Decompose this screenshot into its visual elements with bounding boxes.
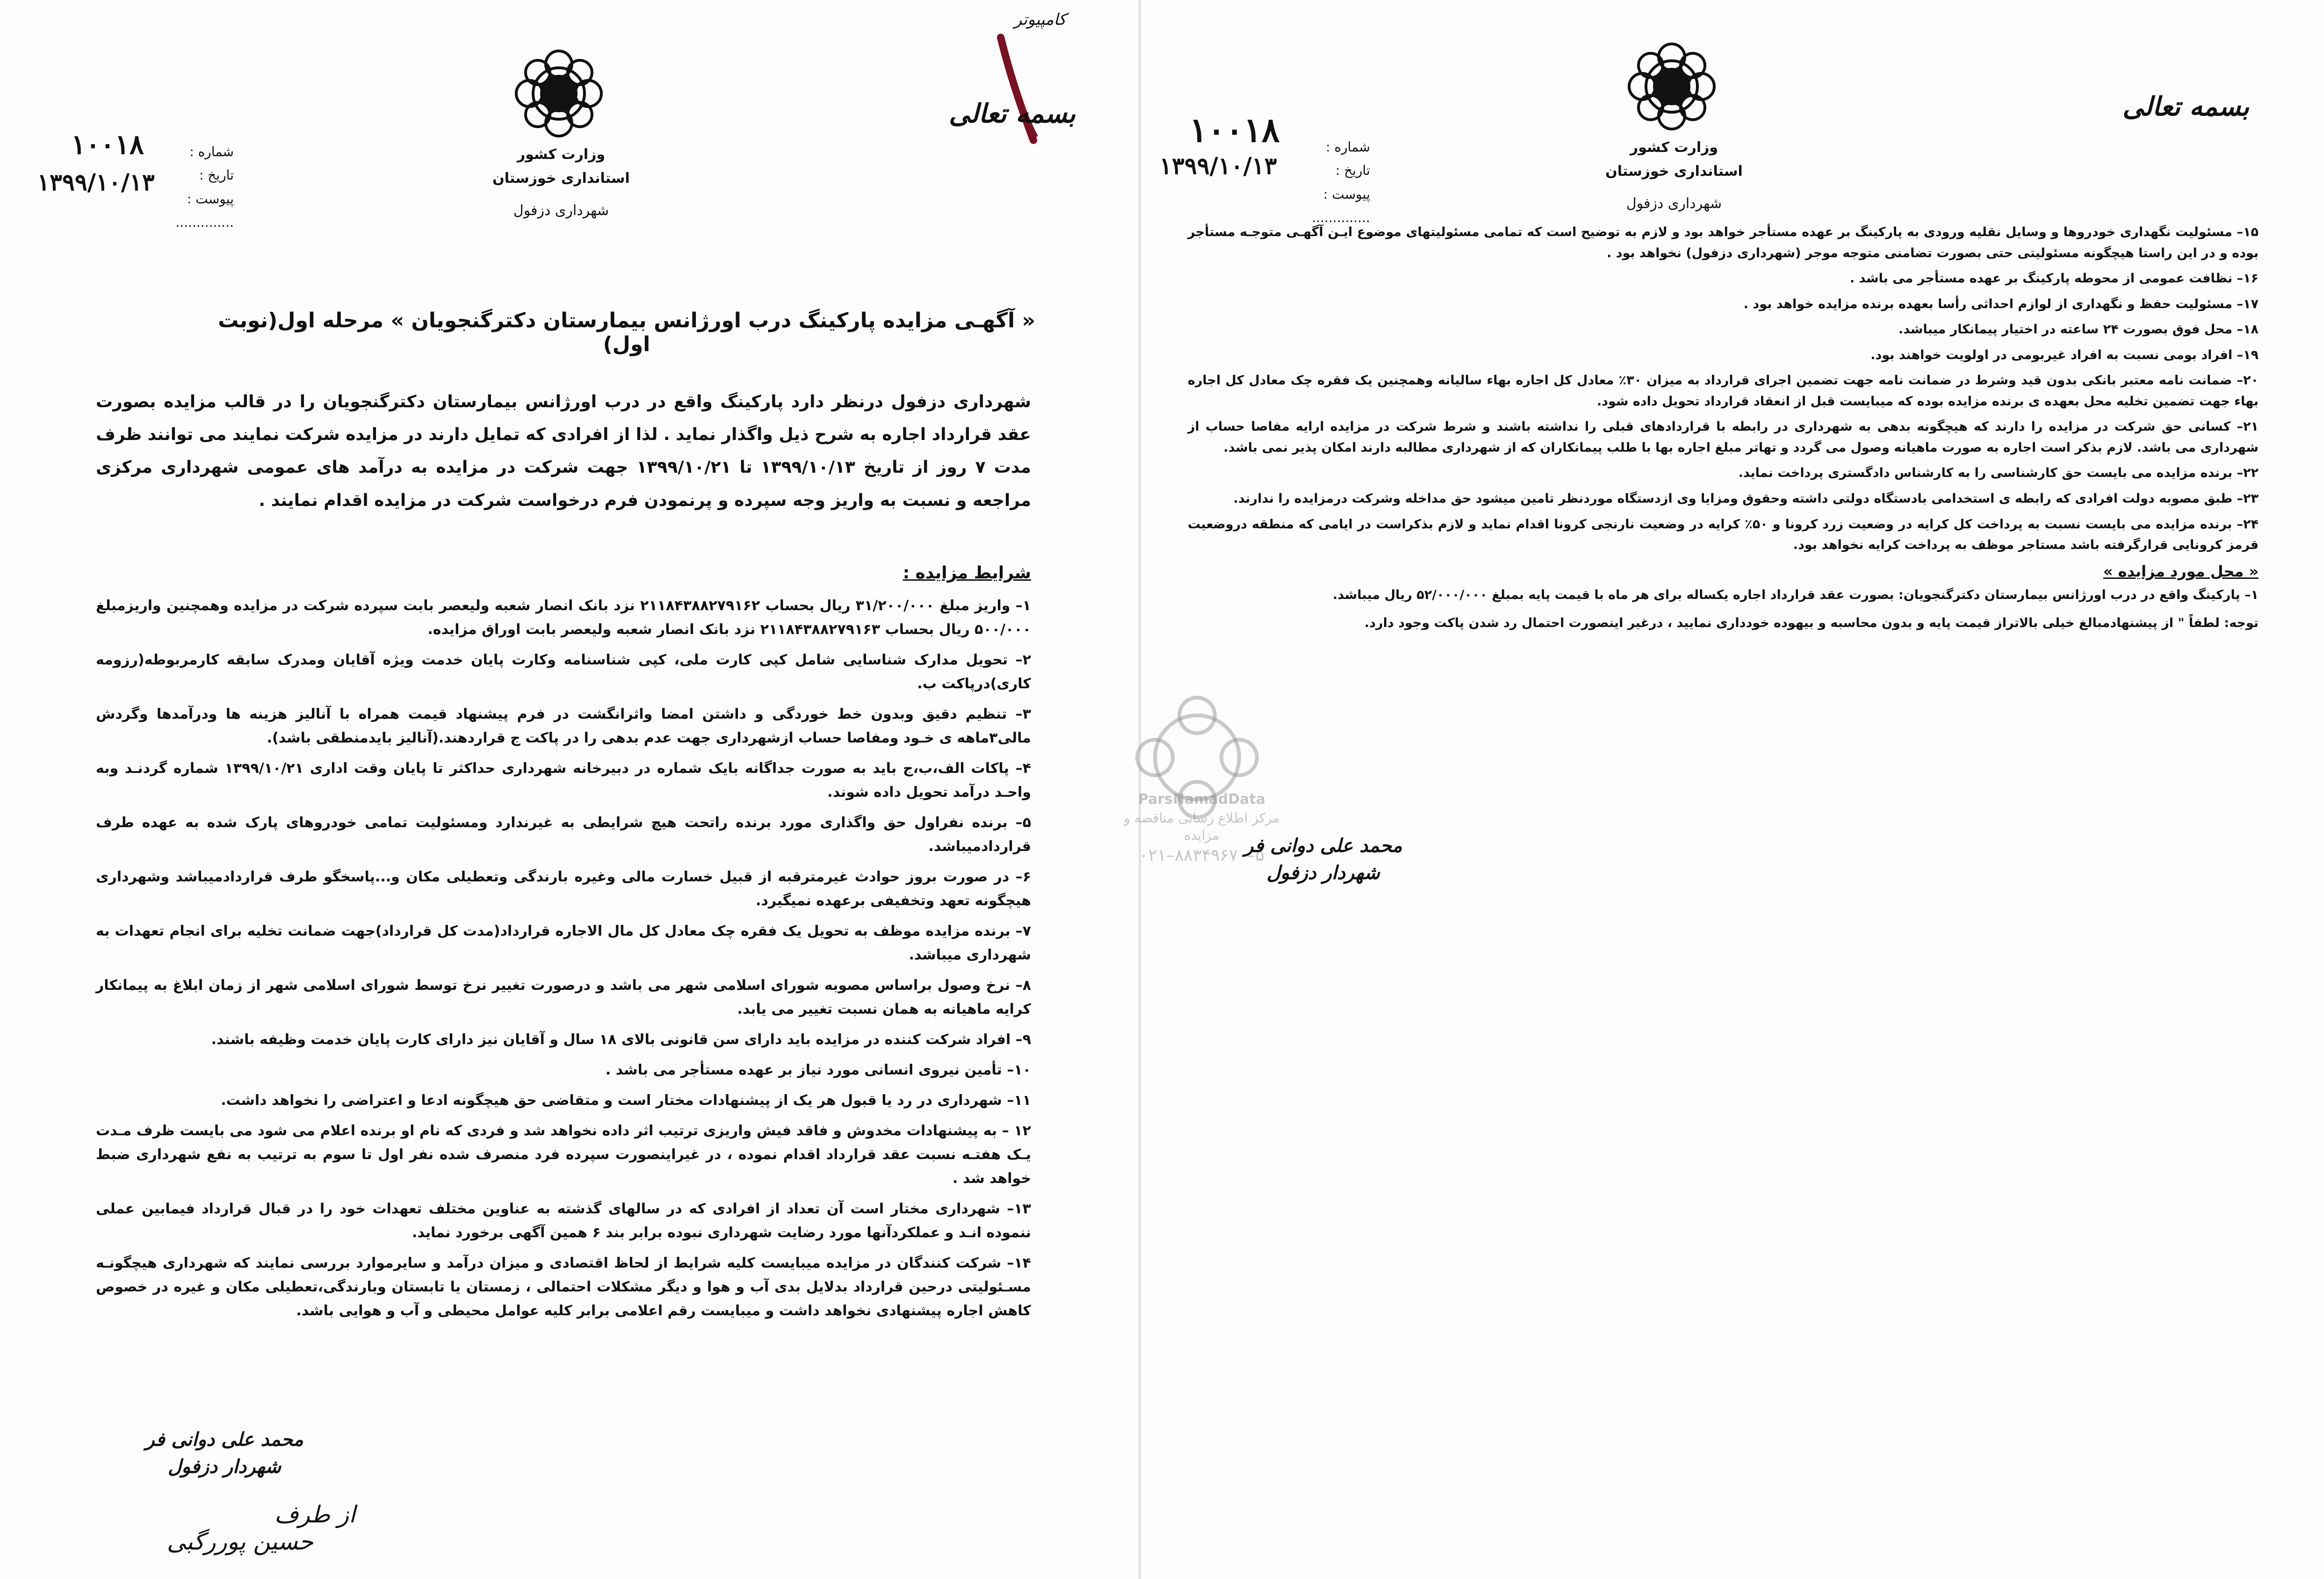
- intro-paragraph: شهرداری دزفول درنظر دارد پارکینگ واقع در درب اورژانس بیمارستان دکترگنجویان را در قالب مزایده بصورت عقد قرارداد اجاره به شرح ذیل واگذار نماید . لذا از افرادی که تمایل دارند در مزایده شرکت نمایند می توانند ظرف مدت ۷ روز از تاریخ ۱۳۹۹/۱۰/۱۳ تا ۱۳۹۹/۱۰/۲۱ جهت شرکت در مزایده به درآمد های عمومی شهرداری مرکزی مراجعه و نسبت به واریز وجه سپرده و پرنمودن فرم درخواست شرکت در مزایده اقدام نمایند .: [96, 392, 1031, 510]
- condition-item: ۱۹– افراد بومی نسبت به افراد غیربومی در اولویت خواهند بود.: [1870, 347, 2259, 362]
- condition-item: ۱۴– شرکت کنندگان در مزایده میبایست کلیه شرایط از لحاظ اقتصادی و میزان درآمد و سایرموارد بررسی نمایند که شهرداری هیچگونـه مسـئولیتی درحین قرارداد بدلایل بدی آب و هوا و دیگر مشکلات احتمالی ، زمستان یا تابستان وبارندگی،تعطیلی مکان و غیره در خصوص کاهش اجاره پیشنهادی نخواهد داشت و میبایست رقم اعلامی برابر کلیه عوامل محیطی و آب و هوایی باشد.: [96, 1255, 1031, 1319]
- bismillah-heading: بسمه تعالی: [2122, 91, 2249, 122]
- condition-item: ۱۲ – به پیشنهادات مخدوش و فاقد فیش واریزی ترتیب اثر داده نخواهد شد و فردی که نام او برنده اعلام می شود می بایست ظرف مـدت یـک هفتـه نسبت عقد قرارداد اقدام نموده ، در غیراینصورت سپرده فرد منصرف شده نفر اول تا سوم به ترتیب به نفع شهرداری ضبط خواهد شد .: [96, 1123, 1031, 1187]
- conditions-heading: شرایط مزایده :: [902, 563, 1031, 583]
- conditions-list-1: [96, 594, 1031, 1329]
- condition-item: ۱۵– مسئولیت نگهداری خودروها و وسایل نقلیه ورودی به پارکینگ بر عهده مستأجر خواهد بود و لازم به توضیح است که تمامی مسئولیتهای موضوع ایـن آگهـی متوجـه مستأجر بوده و در این راستا هیچگونه مسئولیتی حتی بصورت تضامنی متوجه موجر (شهرداری دزفول) نخواهد بود .: [1188, 225, 2259, 260]
- letter-number: ۱۰۰۱۸: [1189, 110, 1280, 150]
- handwritten-top-note: کامپیوتر: [1014, 10, 1066, 29]
- signatory-name: محمد علی دوانی فر: [1244, 835, 1402, 857]
- bidding-note: توجه: لطفاً " از پیشنهادمبالغ خیلی بالاتراز قیمت پایه و بدون محاسبه و بیهوده خودداری نمایید ، درغیر اینصورت احتمال رد شدن پاکت وجود دارد.: [1364, 616, 2259, 631]
- signatory-title: شهردار دزفول: [1266, 862, 1380, 884]
- letterhead: [477, 143, 645, 223]
- meta-labels: [1295, 136, 1370, 230]
- mayor-signature-block: [117, 1426, 332, 1480]
- letter-date: ۱۳۹۹/۱۰/۱۳: [1159, 152, 1277, 180]
- date-label: تاریخ :: [199, 167, 234, 183]
- signatory-name: محمد علی دوانی فر: [145, 1428, 303, 1450]
- letter-date: ۱۳۹۹/۱۰/۱۳: [37, 168, 155, 196]
- condition-item: ۲۱– کسانی حق شرکت در مزایده را دارند که هیچگونه بدهی به شهرداری در رابطه با قراردادهای قبلی را نداشته باشند و شرط شرکت در مزایده ارایه مفاصا حساب از شهرداری می باشد. لازم بذکر است اجاره به صورت ماهیانه وصول می گردد و تهاتر مبلغ اجاره بها با طلب پیمانکاران که از شهرداری مطالبه دارند امکان پذیر نمی باشد.: [1188, 419, 2259, 455]
- condition-item: ۱۶– نظافت عمومی از محوطه پارکینگ بر عهده مستأجر می باشد .: [1849, 271, 2259, 286]
- condition-item: ۱۰– تأمین نیروی انسانی مورد نیاز بر عهده مستأجر می باشد .: [605, 1062, 1031, 1078]
- condition-item: ۱۳– شهرداری مختار است آن تعداد از افرادی که در سالهای گذشته به عناوین مختلف تعهدات خود را در قبال قرارداد فیمابین عملی ننموده انـد و عملکردآنها مورد رضایت شهرداری نبوده برابر بند ۶ همین آگهی برخورد نماید.: [96, 1201, 1031, 1241]
- ministry-name: وزارت کشور: [517, 146, 606, 163]
- number-label: شماره :: [189, 144, 234, 159]
- municipality-name: شهرداری دزفول: [513, 202, 609, 219]
- condition-item: ۱– واریز مبلغ ۳۱/۲۰۰/۰۰۰ ریال بحساب ۲۱۱۸۴۳۸۸۲۷۹۱۶۲ نزد بانک انصار شعبه ولیعصر بابت سپرده شرکت در مزایده وهمچنین واریزمبلغ ۵۰۰/۰۰۰ ریال بحساب ۲۱۱۸۴۳۸۸۲۷۹۱۶۳ نزد بانک انصار شعبه ولیعصر بابت اوراق مزایده.: [96, 598, 1031, 638]
- subject-item: ۱– پارکینگ واقع در درب اورژانس بیمارستان دکترگنجویان: بصورت عقد قرارداد اجاره یکساله برای هر ماه با قیمت پایه بمبلغ ۵۲/۰۰۰/۰۰۰ ریال میباشد.: [1333, 587, 2259, 602]
- condition-item: ۵– برنده نفراول حق واگذاری مورد برنده راتحت هیچ شرایطی به غیرندارد ومسئولیت تمامی خودروهای پارک شده به عهده طرف قراردادمیباشد.: [96, 815, 1031, 855]
- condition-item: ۹– افراد شرکت کننده در مزایده باید دارای سن قانونی بالای ۱۸ سال و آقایان نیز دارای کارت پایان خدمت وظیفه باشند.: [211, 1031, 1031, 1048]
- condition-item: ۷– برنده مزایده موظف به تحویل یک فقره چک معادل کل مال الاجاره قرارداد(مدت کل قرارداد)جهت ضمانت تخلیه برای انجام تعهدات به شهرداری میباشد.: [96, 923, 1031, 963]
- municipality-emblem-icon: [510, 44, 608, 143]
- condition-item: ۲۲– برنده مزایده می بایست حق کارشناسی را به کارشناس دادگستری پرداخت نماید.: [1738, 466, 2259, 481]
- handwritten-note-line2: حسین پوررگبی: [166, 1528, 313, 1555]
- subject-heading: « محل مورد مزایده »: [2103, 562, 2259, 580]
- municipality-emblem-icon: [1623, 37, 1721, 136]
- condition-item: ۱۱– شهرداری در رد یا قبول هر یک از پیشنهادات مختار است و متقاضی حق هیچگونه ادعا و اعتراضی را نخواهد داشت.: [221, 1092, 1031, 1109]
- condition-item: ۲۰– ضمانت نامه معتبر بانکی بدون قید وشرط در ضمانت نامه جهت تضمین اجرای قرارداد به میزان ۳۰٪ معادل کل اجاره بهاء سالیانه وهمچنین یک فقره چک معادل کل اجاره بهاء جهت تضمین تخلیه محل بعهده ی برنده مزایده بوده که میبایست قبل از انعقاد قرارداد تحویل داده شود.: [1188, 373, 2259, 409]
- governorate-name: استانداری خوزستان: [492, 170, 630, 187]
- handwritten-note: [112, 1501, 355, 1555]
- condition-item: ۶– در صورت بروز حوادث غیرمترقبه از قبیل خسارت مالی وغیره بارندگی وتعطیلی مکان و...پاسخگو طرف قراردادمیباشد وشهرداری هیچگونه تعهد وتخفیفی برعهده نمیگیرد.: [96, 869, 1031, 909]
- condition-item: ۸– نرخ وصول براساس مصوبه شورای اسلامی شهر می باشد و درصورت تغییر نرخ توسط شورای اسلامی شهر از زمان ابلاغ به پیمانکار کرایه ماهیانه به همان نسبت تغییر می یابد.: [96, 977, 1031, 1017]
- notice-title: « آگهـی مزایده پارکینگ درب اورژانس بیمارستان دکترگنجویان » مرحله اول(نوبت اول): [218, 309, 1035, 356]
- signatory-title: شهردار دزفول: [167, 1456, 281, 1478]
- attachment-label: پیوست : ..............: [1312, 186, 1370, 226]
- conditions-list-2: [1188, 222, 2259, 639]
- condition-item: ۲۴– برنده مزایده می بایست نسبت به پرداخت کل کرایه در وضعیت زرد کرونا و ۵۰٪ کرایه در وضعیت نارنجی کرونا اقدام نماید و لازم بذکراست در ایامی که منطقه دروضعیت قرمز کرونایی قرارگرفته باشد مستاجر موظف به پرداخت کرایه نخواهد بود.: [1188, 517, 2259, 553]
- watermark-line: مرکز اطلاع رسانی مناقصه و مزایده: [1124, 810, 1280, 844]
- ministry-name: وزارت کشور: [1630, 139, 1718, 156]
- watermark-brand: ParsNamadData: [1138, 791, 1266, 808]
- attachment-label: پیوست : ..............: [175, 191, 234, 231]
- condition-item: ۱۷– مسئولیت حفظ و نگهداری از لوازم احداثی رأسا بعهده برنده مزایده خواهد بود .: [1743, 296, 2259, 311]
- left-page: [0, 0, 1141, 1579]
- handwritten-note-line1: از طرف: [274, 1501, 355, 1528]
- municipality-name: شهرداری دزفول: [1626, 195, 1722, 212]
- mayor-signature-block: [1216, 832, 1431, 887]
- letterhead: [1590, 136, 1758, 216]
- number-label: شماره :: [1326, 139, 1370, 155]
- bismillah-heading: بسمه تعالی: [949, 98, 1075, 129]
- condition-item: ۱۸– محل فوق بصورت ۲۴ ساعته در اختیار پیمانکار میباشد.: [1898, 322, 2259, 337]
- condition-item: ۳– تنظیم دقیق وبدون خط خوردگی و داشتن امضا واثرانگشت در فرم پیشنهاد قیمت همراه با آنالیز هزینه ها ودرآمدها وگردش مالی۳ماهه ی خـود ومفاصا حساب ازشهرداری جهت عدم بدهی را در پاکت ج قراردهند.(آنالیز بایدمنطقی باشد).: [96, 706, 1031, 746]
- condition-item: ۲۳– طبق مصوبه دولت افرادی که رابطه ی استخدامی بادستگاه دولتی داشته وحقوق ومزایا وی ازدستگاه موردنظر تامین میشود حق مداخله وشرکت درمزایده را ندارند.: [1233, 491, 2259, 506]
- right-page: [1014, 0, 2324, 1579]
- governorate-name: استانداری خوزستان: [1605, 163, 1743, 180]
- date-label: تاریخ :: [1335, 163, 1370, 179]
- letter-number: ۱۰۰۱۸: [71, 129, 144, 160]
- condition-item: ۴– پاکات الف،ب،ج باید به صورت جداگانه بایک شماره در دبیرخانه شهرداری حداکثر تا پایان وقت اداری ۱۳۹۹/۱۰/۲۱ شماره گردنـد وبه واحـد درآمد تحویل داده شوند.: [96, 760, 1031, 800]
- condition-item: ۲– تحویل مدارک شناسایی شامل کپی کارت ملی، کپی شناسنامه وکارت پایان خدمت ویژه آقایان ومدرک سابقه کارمربوطه(رزومه کاری)درپاکت ب.: [96, 652, 1031, 692]
- watermark-phone: ۰۲۱–۸۸۳۴۹۶۷۰–۵: [1139, 846, 1265, 865]
